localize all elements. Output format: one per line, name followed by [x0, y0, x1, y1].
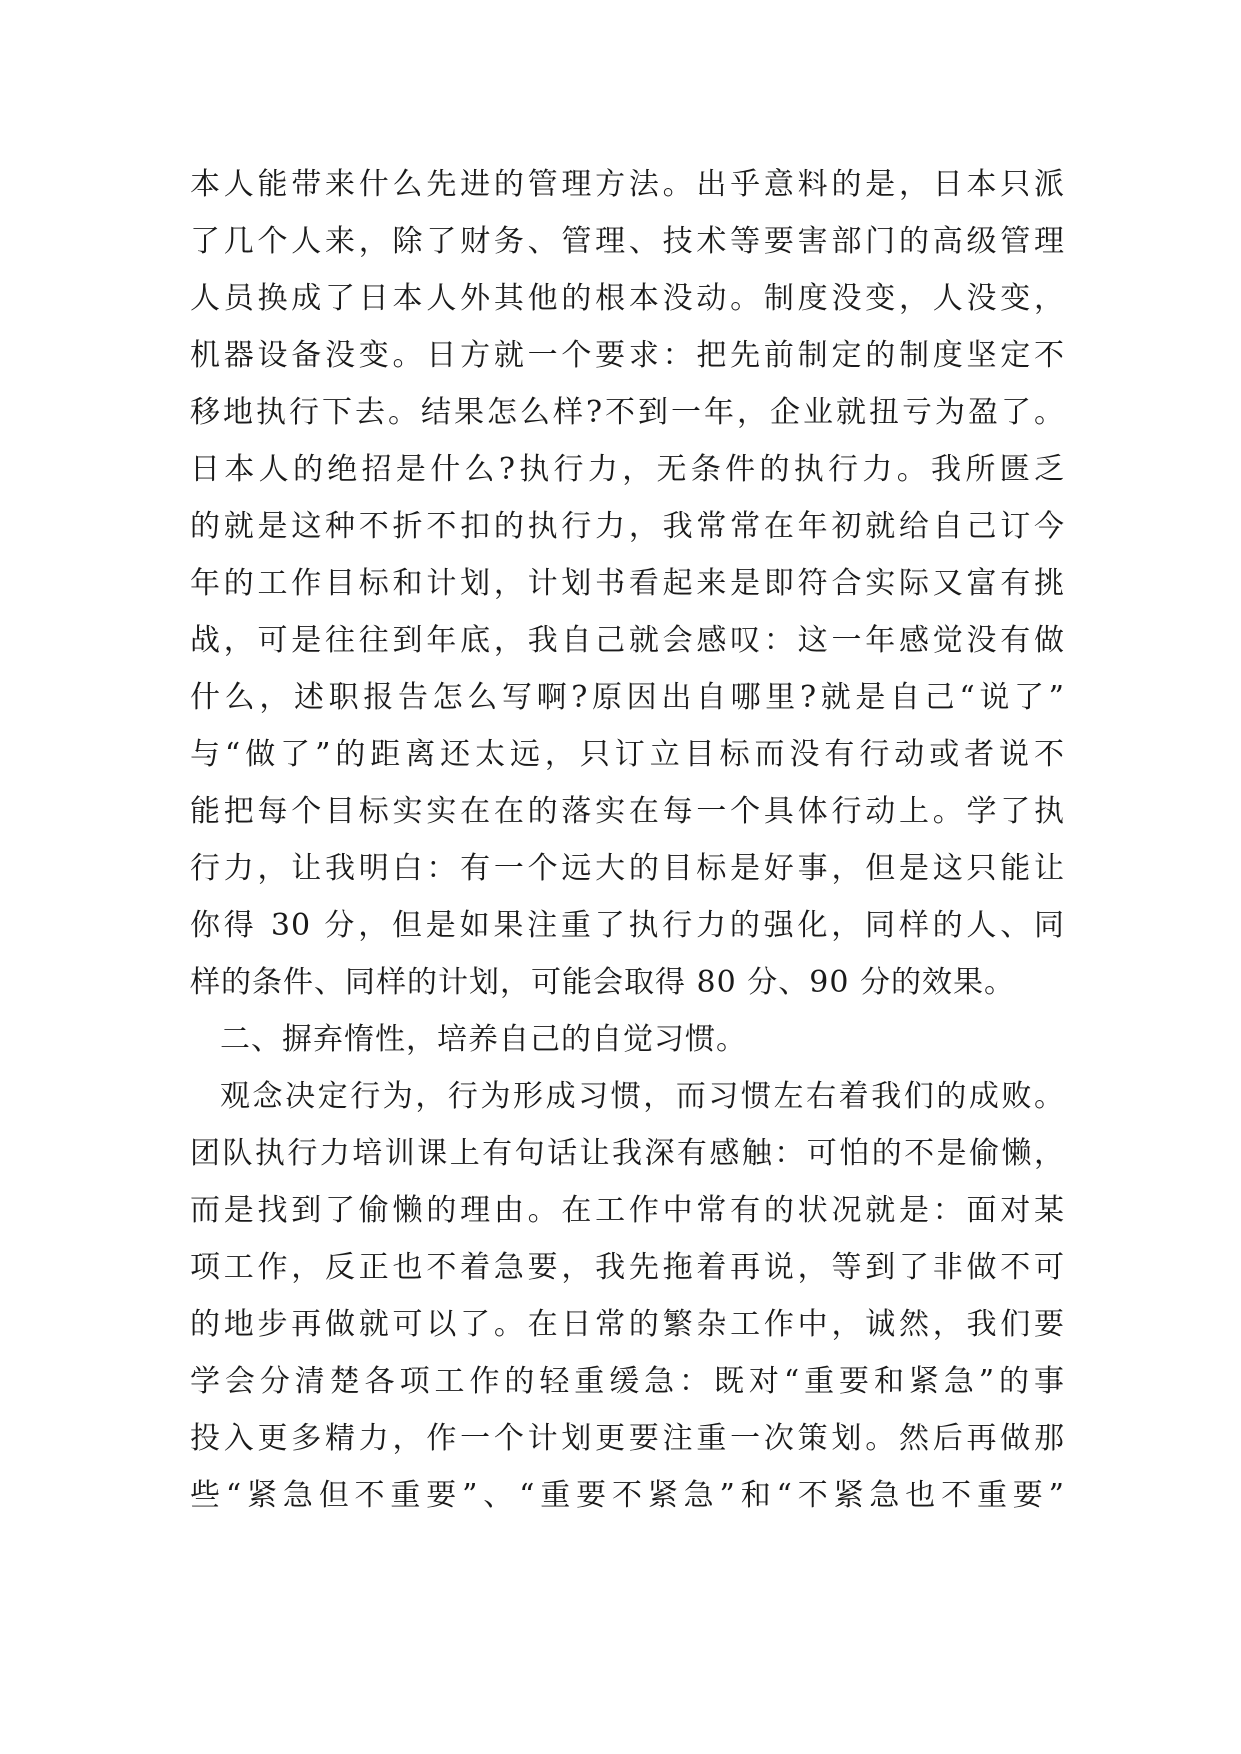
paragraph-line: 学会分清楚各项工作的轻重缓急：既对“重要和紧急”的事 [190, 1364, 1065, 1399]
section-heading: 二、摒弃惰性，培养自己的自觉习惯。 [220, 1022, 747, 1057]
paragraph-line: 而是找到了偷懒的理由。在工作中常有的状况就是：面对某 [190, 1193, 1065, 1228]
paragraph-line: 的就是这种不折不扣的执行力，我常常在年初就给自己订今 [190, 509, 1065, 544]
document-body [190, 156, 1065, 1524]
paragraph-line: 什么，述职报告怎么写啊?原因出自哪里?就是自己“说了” [190, 680, 1065, 715]
paragraph-line: 样的条件、同样的计划，可能会取得 80 分、90 分的效果。 [190, 965, 1015, 1000]
paragraph-line: 人员换成了日本人外其他的根本没动。制度没变，人没变， [190, 281, 1065, 316]
paragraph-line: 的地步再做就可以了。在日常的繁杂工作中，诚然，我们要 [190, 1307, 1065, 1342]
paragraph-line: 了几个人来，除了财务、管理、技术等要害部门的高级管理 [190, 224, 1065, 259]
paragraph-line: 年的工作目标和计划，计划书看起来是即符合实际又富有挑 [190, 566, 1065, 601]
paragraph-line: 你得 30 分，但是如果注重了执行力的强化，同样的人、同 [190, 908, 1065, 943]
paragraph-line: 观念决定行为，行为形成习惯，而习惯左右着我们的成败。 [220, 1079, 1065, 1114]
paragraph-line: 行力，让我明白：有一个远大的目标是好事，但是这只能让 [190, 851, 1065, 886]
paragraph-line: 机器设备没变。日方就一个要求：把先前制定的制度坚定不 [190, 338, 1065, 373]
paragraph-line: 本人能带来什么先进的管理方法。出乎意料的是，日本只派 [190, 167, 1065, 202]
paragraph-line: 战，可是往往到年底，我自己就会感叹：这一年感觉没有做 [190, 623, 1065, 658]
paragraph-line: 能把每个目标实实在在的落实在每一个具体行动上。学了执 [190, 794, 1065, 829]
paragraph-line: 日本人的绝招是什么?执行力，无条件的执行力。我所匮乏 [190, 452, 1065, 487]
paragraph-line: 项工作，反正也不着急要，我先拖着再说，等到了非做不可 [190, 1250, 1065, 1285]
paragraph-line: 与“做了”的距离还太远，只订立目标而没有行动或者说不 [190, 737, 1065, 772]
paragraph-line: 移地执行下去。结果怎么样?不到一年，企业就扭亏为盈了。 [190, 395, 1065, 430]
paragraph-line: 团队执行力培训课上有句话让我深有感触：可怕的不是偷懒， [190, 1136, 1065, 1171]
paragraph-line: 些“紧急但不重要”、“重要不紧急”和“不紧急也不重要” [190, 1478, 1065, 1513]
paragraph-line: 投入更多精力，作一个计划更要注重一次策划。然后再做那 [190, 1421, 1065, 1456]
